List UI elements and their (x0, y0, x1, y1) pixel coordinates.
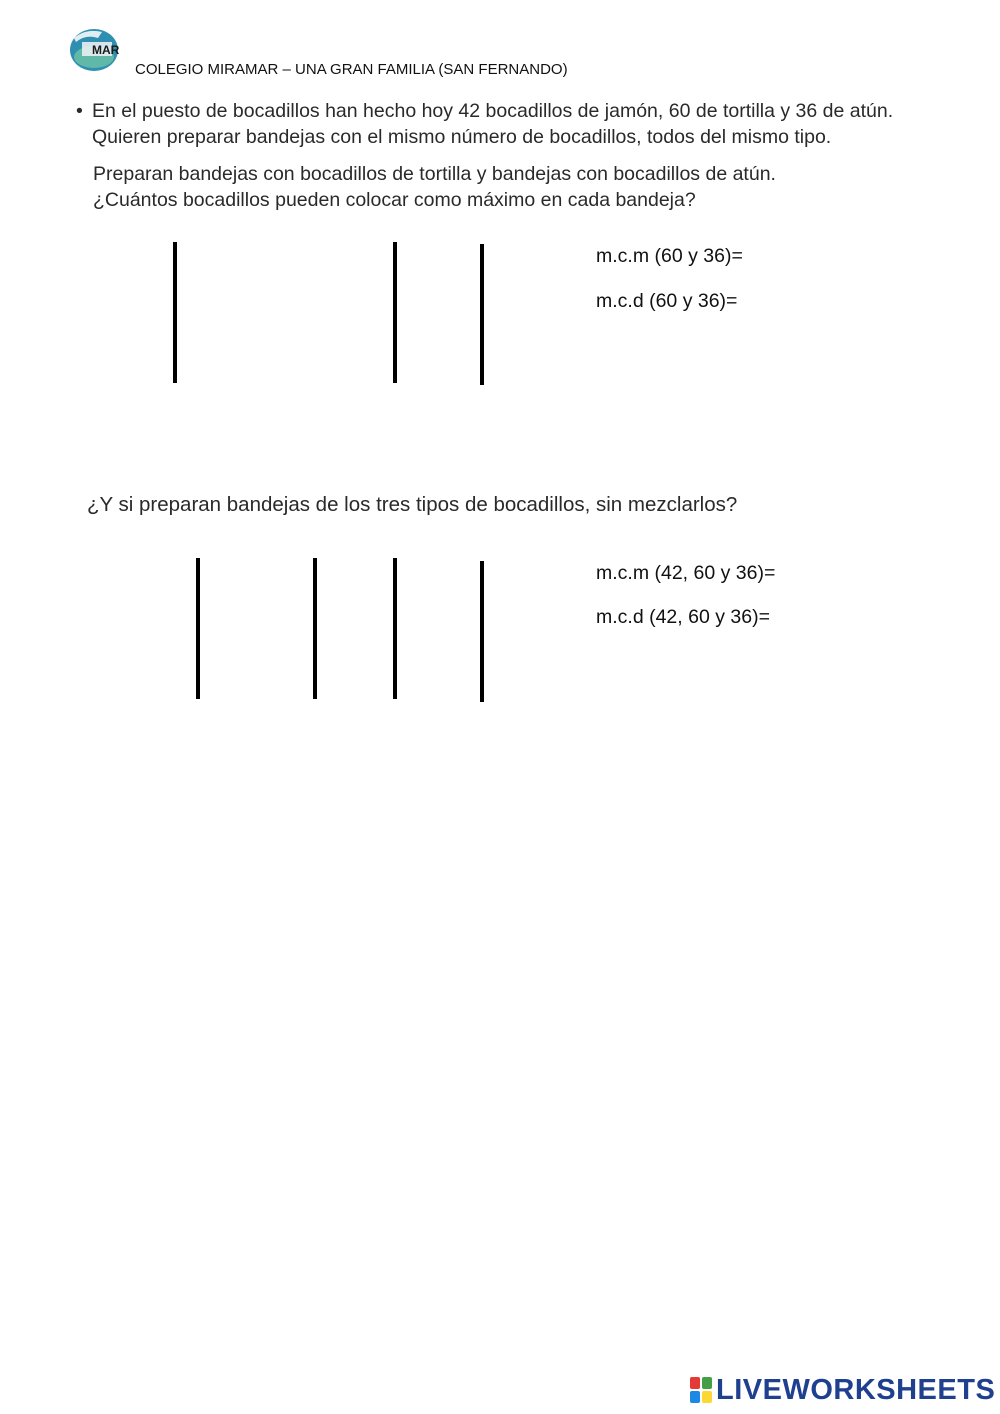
formula-mcm-q2: m.c.m (42, 60 y 36)= (596, 562, 776, 584)
answer-mcd-q1[interactable] (754, 289, 912, 315)
question-2: ¿Y si preparan bandejas de los tres tipos de bocadillos, sin mezclarlos? (87, 493, 738, 516)
bullet-point: • (76, 100, 83, 122)
school-logo (68, 24, 122, 74)
problem-statement (76, 98, 956, 150)
question-1 (93, 161, 776, 213)
answer-field-q2-col2[interactable] (205, 562, 315, 694)
answer-field-q1-col4[interactable] (489, 246, 587, 378)
liveworksheets-logo-icon (690, 1377, 712, 1403)
formula-mcd-q1: m.c.d (60 y 36)= (596, 290, 738, 312)
answer-mcm-q1[interactable] (760, 244, 918, 270)
question-1-line-2: ¿Cuántos bocadillos pueden colocar como máximo en cada bandeja? (93, 189, 696, 211)
logo-lettering: MAR (92, 43, 120, 57)
question-1-line-1: Preparan bandejas con bocadillos de tortilla y bandejas con bocadillos de atún. (93, 163, 776, 185)
liveworksheets-text: LIVEWORKSHEETS (716, 1373, 996, 1406)
formula-mcm-q1: m.c.m (60 y 36)= (596, 245, 743, 267)
formula-mcd-q2: m.c.d (42, 60 y 36)= (596, 606, 770, 628)
answer-field-q2-col3[interactable] (322, 562, 396, 694)
liveworksheets-watermark (690, 1374, 995, 1406)
answer-field-q2-col5[interactable] (489, 562, 587, 694)
answer-field-q2-col1[interactable] (110, 562, 198, 694)
answer-field-q1-col3[interactable] (401, 246, 483, 378)
answer-mcd-q2[interactable] (790, 605, 948, 631)
answer-field-q2-col4[interactable] (401, 562, 483, 694)
answer-mcm-q2[interactable] (796, 561, 954, 587)
answer-field-q1-col1[interactable] (90, 246, 176, 378)
school-header: COLEGIO MIRAMAR – UNA GRAN FAMILIA (SAN FERNANDO) (135, 61, 568, 78)
answer-field-q1-col2[interactable] (182, 246, 396, 378)
problem-line-1: En el puesto de bocadillos han hecho hoy 42 bocadillos de jamón, 60 de tortilla y 36 de atún. (92, 100, 894, 122)
problem-line-2: Quieren preparar bandejas con el mismo número de bocadillos, todos del mismo tipo. (92, 126, 832, 148)
